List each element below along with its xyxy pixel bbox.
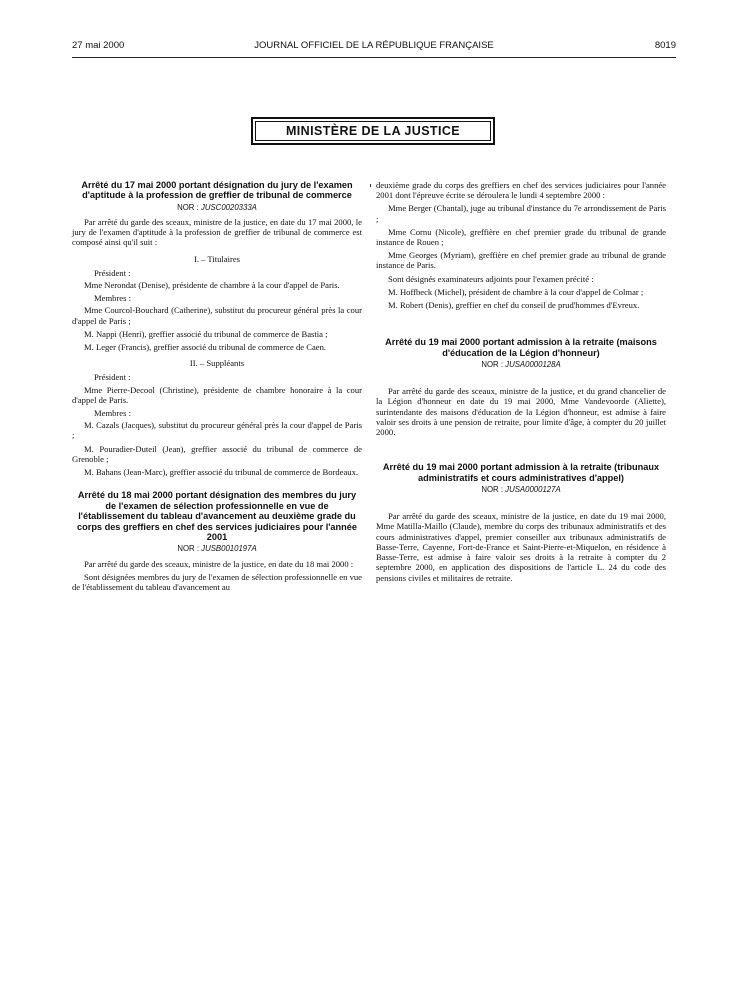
decree-intro: Par arrêté du garde des sceaux, ministre de la justice, en date du 18 mai 2000 :: [84, 558, 354, 569]
jury-member: Mme Courcol-Bouchard (Catherine), substitut du procureur général près la cour d'appel de Paris ;: [72, 305, 362, 326]
role-label: Président :: [94, 267, 131, 278]
column-mark: [370, 184, 371, 187]
jury-member: M. Bahans (Jean-Marc), greffier associé du tribunal de commerce de Bordeaux.: [84, 467, 359, 478]
jury-member: M. Robert (Denis), greffier en chef du conseil de prud'hommes d'Evreux.: [388, 300, 640, 311]
jury-member: Mme Cornu (Nicole), greffière en chef premier grade du tribunal de grande instance de Rouen ;: [376, 226, 666, 248]
decree-intro: Par arrêté du garde des sceaux, ministre de la justice, en date du 17 mai 2000, le jury de l'examen d'aptitude à la profession de greffier de tribunal de commerce est composé ainsi qu'il suit :: [72, 217, 362, 248]
nor-reference: NOR : JUSC0020333A: [177, 202, 257, 212]
section-heading: I. – Titulaires: [193, 253, 241, 264]
role-label: Président :: [94, 372, 131, 383]
decree-title: Arrêté du 19 mai 2000 portant admission à la retraite (tribunaux administratifs et cours administratives d'appel): [382, 462, 660, 483]
decree-title: Arrêté du 17 mai 2000 portant désignation du jury de l'examen d'aptitude à la profession de greffier de tribunal de commerce: [81, 180, 353, 201]
decree-retraite-tribunaux: [376, 462, 666, 582]
nor-reference: NOR : JUSA0000128A: [481, 360, 561, 370]
ministry-title: MINISTÈRE DE LA JUSTICE: [255, 121, 491, 141]
decree-jury-commerce: [72, 180, 362, 477]
role-label: Membres :: [94, 408, 131, 419]
decree-title: Arrêté du 18 mai 2000 portant désignation des membres du jury de l'examen de sélection professionnelle en vue de l'établissement du tableau d'avancement au deuxième grade du corps des greffiers en chef des services judiciaires pour l'année 2001: [77, 490, 357, 542]
header-rule: [72, 57, 676, 58]
decree-title: Arrêté du 19 mai 2000 portant admission à la retraite (maisons d'éducation de la Légion d'honneur): [385, 337, 657, 358]
journal-title: JOURNAL OFFICIEL DE LA RÉPUBLIQUE FRANÇAISE: [254, 40, 494, 51]
jury-member: Mme Berger (Chantal), juge au tribunal d'instance du 7e arrondissement de Paris ;: [376, 203, 666, 224]
decree-body: Par arrêté du garde des sceaux, ministre de la justice, et du grand chancelier de la Légion d'honneur en date du 19 mai 2000, Mme Vandevoorde (Aliette), surintendante des maisons d'éducation de la Légion d'honneur, est admise à faire valoir ses droits à une pension de retraite, pour limite d'âge, à compter du 20 juillet 2000.: [376, 386, 666, 438]
right-column: [376, 180, 666, 586]
examiners-intro: Sont désignés examinateurs adjoints pour l'examen précité :: [388, 273, 594, 284]
jury-member: Mme Pierre-Decool (Christine), présidente de chambre honoraire à la cour d'appel de Paris.: [72, 384, 362, 405]
jury-member: M. Cazals (Jacques), substitut du procureur général près la cour d'appel de Paris ;: [72, 420, 362, 441]
ministry-box: [251, 117, 495, 145]
jury-member: Mme Georges (Myriam), greffière en chef premier grade au tribunal de grande instance de Paris.: [376, 250, 666, 271]
page-number: 8019: [654, 40, 676, 51]
decree-jury-greffiers: [72, 490, 362, 592]
jury-member: M. Nappi (Henri), greffier associé du tribunal de commerce de Bastia ;: [84, 328, 328, 339]
decree-body: Par arrêté du garde des sceaux, ministre de la justice, en date du 19 mai 2000, Mme Matilla-Maillo (Claude), membre du corps des tribunaux administratifs et des cours administratives d'appel, premier conseiller aux tribunaux administratifs de Basse-Terre, Cayenne, Fort-de-France et Saint-Pierre-et-Miquelon, en résidence à Basse-Terre, est admise à faire valoir ses droits à la retraite à compter du 2 septembre 2000, en application des dispositions de l'article L. 24 du code des pensions civiles et militaires de retraite.: [376, 511, 666, 583]
jury-member: Mme Nerondat (Denise), présidente de chambre à la cour d'appel de Paris.: [84, 280, 340, 291]
role-label: Membres :: [94, 293, 131, 304]
header-date: 27 mai 2000: [72, 40, 125, 51]
jury-member: M. Pouradier-Duteil (Jean), greffier associé du tribunal de commerce de Grenoble ;: [72, 443, 362, 464]
left-column: [72, 180, 362, 595]
decree-continuation: deuxième grade du corps des greffiers en chef des services judiciaires pour l'année 2001 dont l'épreuve écrite se déroulera le lundi 4 septembre 2000 :: [376, 180, 666, 201]
page-header: [72, 40, 676, 54]
jury-member: M. Leger (Francis), greffier associé du tribunal de commerce de Caen.: [84, 342, 327, 353]
decree-body: Sont désignées membres du jury de l'examen de sélection professionnelle en vue de l'établissement du tableau d'avancement au: [72, 571, 362, 592]
nor-reference: NOR : JUSB0010197A: [177, 544, 257, 554]
jury-member: M. Hoffbeck (Michel), président de chambre à la cour d'appel de Colmar ;: [388, 286, 644, 297]
nor-reference: NOR : JUSA0000127A: [481, 485, 561, 495]
section-heading: II. – Suppléants: [189, 358, 245, 369]
decree-retraite-legion: [376, 337, 666, 437]
